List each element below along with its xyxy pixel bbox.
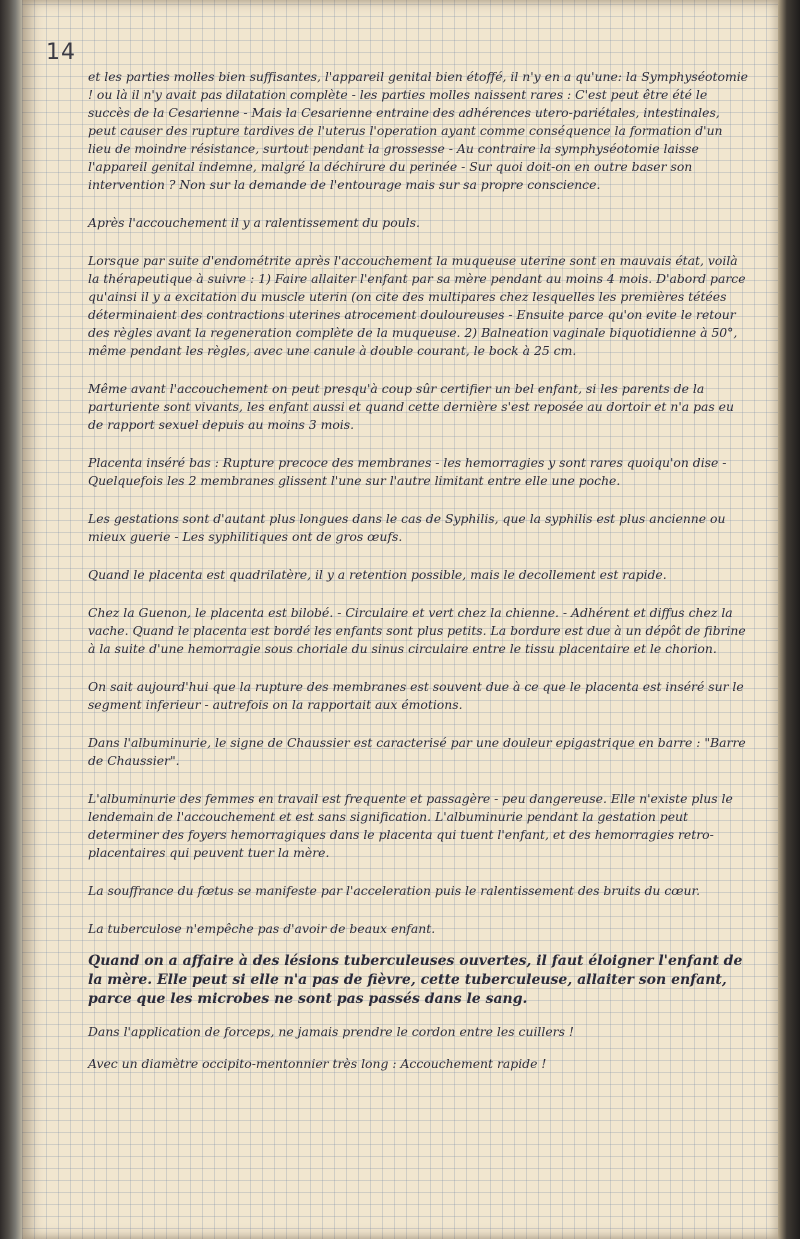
paragraph-syphilis: Les gestations sont d'autant plus longues dans le cas de Syphilis, que la syphilis est plus ancienne ou mieux guerie - Les syphilitiques ont de gros œufs. [88, 511, 726, 544]
paragraph-lesions-tuberculeuses: Quand on a affaire à des lésions tuberculeuses ouvertes, il faut éloigner l'enfant de la mère. Elle peut si elle n'a pas de fièvre, cette tuberculeuse, allaiter son enfant, parce que les microbes ne sont pas passés dans le sang. [88, 953, 743, 1007]
paragraph-albuminurie: L'albuminurie des femmes en travail est frequente et passagère - peu dangereuse. Elle n'existe plus le lendemain de l'accouchement et est sans signification. L'albuminurie pendant la gestation peut determiner des foyers hemorragiques dans le placenta qui tuent l'enfant, et des hemorragies retro-placentaires qui peuvent tuer la mère. [88, 791, 733, 860]
paragraph-bel-enfant: Même avant l'accouchement on peut presqu'à coup sûr certifier un bel enfant, si les parents de la parturiente sont vivants, les enfant aussi et quand cette dernière s'est reposée au dortoir et n'a pas eu de rapport sexuel depuis au moins 3 mois. [88, 381, 734, 432]
handwritten-notes [88, 68, 748, 1087]
notebook-page [22, 0, 778, 1239]
page-number: 14 [46, 40, 76, 65]
paragraph-placenta-bas: Placenta inséré bas : Rupture precoce des membranes - les hemorragies y sont rares quoiqu'on dise - Quelquefois les 2 membranes glissent l'une sur l'autre limitant entre elle une poche. [88, 455, 727, 488]
paragraph-endometrite: Lorsque par suite d'endométrite après l'accouchement la muqueuse uterine sont en mauvais état, voilà la thérapeutique à suivre : 1) Faire allaiter l'enfant par sa mère pendant au moins 4 mois. D'abord parce qu'ainsi il y a excitation du muscle uterin (on cite des multipares chez lesquelles les premières tétées déterminaient des contractions uterines atrocement douloureuses - Ensuite parce qu'on evite le retour des règles avant la regeneration complète de la muqueuse. 2) Balneation vaginale biquotidienne à 50°, même pendant les règles, avec une canule à double courant, le bock à 25 cm. [88, 253, 746, 358]
notebook-page-edge [778, 0, 800, 1239]
paragraph-diametre: Avec un diamètre occipito-mentonnier très long : Accouchement rapide ! [88, 1056, 547, 1071]
paragraph-pouls: Après l'accouchement il y a ralentissement du pouls. [88, 215, 420, 230]
paragraph-souffrance-foetus: La souffrance du fœtus se manifeste par l'acceleration puis le ralentissement des bruits du cœur. [88, 883, 701, 898]
paragraph-chaussier: Dans l'albuminurie, le signe de Chaussier est caracterisé par une douleur epigastrique en barre : "Barre de Chaussier". [88, 735, 746, 768]
paragraph-placenta-quadrilatere: Quand le placenta est quadrilatère, il y a retention possible, mais le decollement est rapide. [88, 567, 667, 582]
notebook-spine [0, 0, 22, 1239]
paragraph-placenta-animaux: Chez la Guenon, le placenta est bilobé. - Circulaire et vert chez la chienne. - Adhérent et diffus chez la vache. Quand le placenta est bordé les enfants sont plus petits. La bordure est due à un dépôt de fibrine à la suite d'une hemorragie sous choriale du sinus circulaire entre le tissu placentaire et le chorion. [88, 605, 746, 656]
paragraph-tuberculose: La tuberculose n'empêche pas d'avoir de beaux enfant. [88, 921, 436, 936]
paragraph-symphyseotomie: et les parties molles bien suffisantes, l'appareil genital bien étoffé, il n'y en a qu'une: la Symphyséotomie ! ou là il n'y avait pas dilatation complète - les parties molles naissent rares : C'est peut être été le succès de la Cesarienne - Mais la Cesarienne entraine des adhérences utero-pariétales, intestinales, peut causer des rupture tardives de l'uterus l'operation ayant comme conséquence la formation d'un lieu de moindre résistance, surtout pendant la grossesse - Au contraire la symphyséotomie laisse l'appareil genital indemne, malgré la déchirure du perinée - Sur quoi doit-on en outre baser son intervention ? Non sur la demande de l'entourage mais sur sa propre conscience. [88, 69, 748, 192]
paragraph-forceps: Dans l'application de forceps, ne jamais prendre le cordon entre les cuillers ! [88, 1024, 574, 1039]
paragraph-rupture-membranes: On sait aujourd'hui que la rupture des membranes est souvent due à ce que le placenta est inséré sur le segment inferieur - autrefois on la rapportait aux émotions. [88, 679, 744, 712]
